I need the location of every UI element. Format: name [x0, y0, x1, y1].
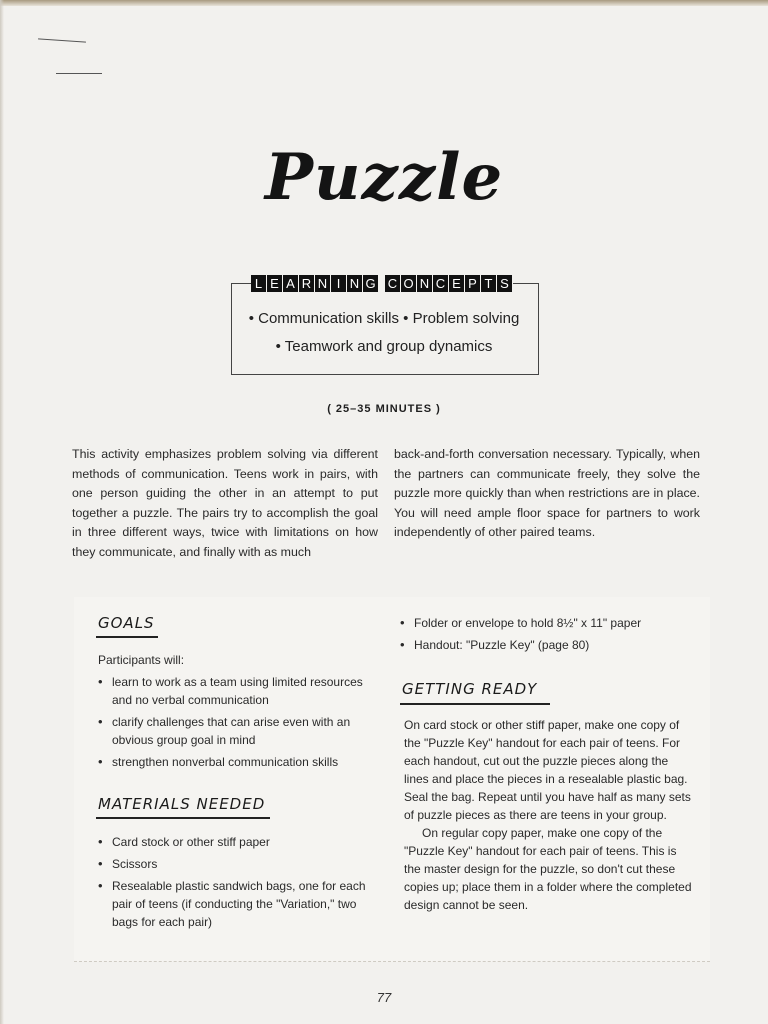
list-item: • Scissors [98, 855, 370, 873]
page-top-edge [0, 0, 768, 6]
materials-heading: MATERIALS NEEDED [98, 795, 266, 813]
heading-letter: R [299, 275, 315, 292]
goals-heading-rule [96, 636, 158, 638]
list-item: • Handout: "Puzzle Key" (page 80) [400, 636, 692, 654]
heading-letter: N [417, 275, 433, 292]
page-title: Puzzle [264, 140, 504, 215]
learning-concepts-line-2: • Teamwork and group dynamics [275, 338, 493, 355]
heading-letter: G [363, 275, 379, 292]
heading-letter: C [433, 275, 449, 292]
materials-section-continued [400, 614, 692, 658]
heading-letter: S [497, 275, 513, 292]
getting-ready-heading: GETTING READY [402, 680, 538, 698]
margin-mark-2 [56, 73, 102, 74]
concepts-word [385, 275, 513, 292]
heading-letter: C [385, 275, 401, 292]
duration-label: ( 25–35 MINUTES ) [327, 403, 441, 415]
list-item: • Card stock or other stiff paper [98, 833, 370, 851]
intro-column-left: This activity emphasizes problem solving via different methods of communication. Teens work in pairs, with one person guiding the other in an attempt to put together a puzzle. The pairs try to accomplish the goal in three different ways, twice with limitations on how they communicate, and finally with as much [72, 447, 378, 559]
heading-letter: L [251, 275, 267, 292]
heading-letter: A [283, 275, 299, 292]
heading-letter: P [465, 275, 481, 292]
list-item: • strengthen nonverbal communication skills [98, 753, 368, 771]
heading-letter: O [401, 275, 417, 292]
getting-ready-section [404, 716, 692, 914]
list-item: • clarify challenges that can arise even with an obvious group goal in mind [98, 713, 368, 749]
goals-list [98, 673, 368, 771]
learning-concepts-line-1: • Communication skills • Problem solving [248, 310, 520, 327]
goals-heading: GOALS [98, 614, 155, 632]
materials-list-continued [400, 614, 692, 654]
materials-list [98, 833, 370, 931]
getting-ready-paragraph-1: On card stock or other stiff paper, make one copy of the "Puzzle Key" handout for each pair of teens. For each handout, cut out the puzzle pieces along the lines and place the pieces in a resealable plastic bag. Seal the bag. Repeat until you have half as many sets of puzzle pieces as there are teens in your group. [404, 718, 691, 822]
heading-letter: E [449, 275, 465, 292]
margin-mark-1 [38, 38, 86, 42]
getting-ready-heading-rule [400, 703, 550, 705]
learning-word [251, 275, 379, 292]
heading-letter: T [481, 275, 497, 292]
heading-letter: N [315, 275, 331, 292]
list-item: • Folder or envelope to hold 8½" x 11" paper [400, 614, 692, 632]
learning-concepts-heading [254, 272, 509, 294]
heading-letter: I [331, 275, 347, 292]
materials-heading-rule [96, 817, 270, 819]
heading-letter: N [347, 275, 363, 292]
heading-letter: E [267, 275, 283, 292]
getting-ready-paragraph-2: On regular copy paper, make one copy of the "Puzzle Key" handout for each pair of teens. This is the master design for the puzzle, so don't cut these copies up; place them in a folder where the completed design cannot be seen. [404, 826, 692, 912]
page-number: 77 [376, 990, 392, 1005]
goals-section [98, 651, 368, 775]
goals-lead: Participants will: [98, 653, 185, 667]
materials-section [98, 833, 370, 935]
list-item: • Resealable plastic sandwich bags, one for each pair of teens (if conducting the "Variation," two bags for each pair) [98, 877, 370, 931]
learning-concepts-box [231, 283, 539, 375]
list-item: • learn to work as a team using limited resources and no verbal communication [98, 673, 368, 709]
intro-column-right: back-and-forth conversation necessary. Typically, when the partners can communicate freely, they solve the puzzle more quickly than when restrictions are in place. You will need ample floor space for partners to work independently of other paired teams. [394, 447, 700, 539]
